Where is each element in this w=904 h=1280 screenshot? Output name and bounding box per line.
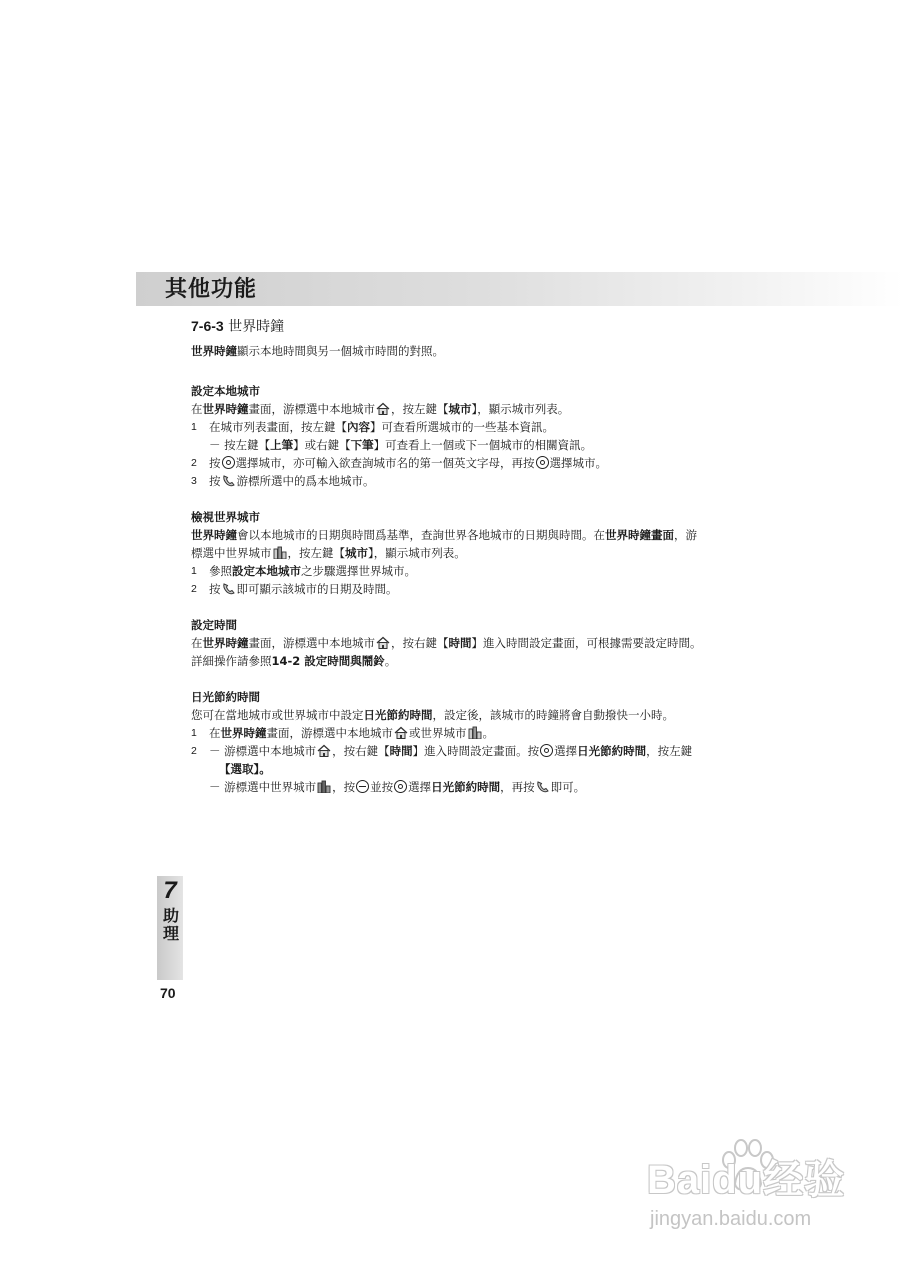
section-heading <box>191 316 284 337</box>
heading-dst: 日光節約時間 <box>191 690 260 704</box>
list-item: 1 在世界時鐘畫面，游標選中本地城市 或世界城市 。 <box>191 726 494 740</box>
world-city-icon <box>468 726 482 739</box>
list-item-continuation: 【選取】。 <box>219 762 271 776</box>
section-title: 世界時鐘 <box>228 319 285 335</box>
list-item: 2 按 選擇城市，亦可輸入欲查詢城市名的第一個英文字母，再按 選擇城市。 <box>191 456 607 470</box>
nav-key-icon <box>536 456 549 469</box>
nav-key-icon <box>540 744 553 757</box>
list-item: － 游標選中世界城市 ，按 並按 選擇日光節約時間，再按 即可。 <box>209 780 586 794</box>
list-item: 1 參照設定本地城市之步驟選擇世界城市。 <box>191 564 416 578</box>
chapter-label-char: 助 <box>162 906 179 925</box>
watermark-brand: Baidu经验 <box>647 1158 846 1202</box>
section-number: 7-6-3 <box>191 318 224 334</box>
list-item: 3 按 游標所選中的爲本地城市。 <box>191 474 375 488</box>
chapter-number: 7 <box>163 877 177 904</box>
world-city-icon <box>317 780 331 793</box>
call-key-icon <box>222 474 236 487</box>
intro-bold: 世界時鐘 <box>191 344 237 358</box>
intro-text: 顯示本地時間與另一個城市時間的對照。 <box>237 344 444 358</box>
list-item: 2 － 游標選中本地城市 ，按右鍵【時間】進入時間設定畫面。按 選擇日光節約時間，按左鍵 <box>191 744 693 758</box>
call-key-icon <box>536 780 550 793</box>
set-time-line1: 在世界時鐘畫面，游標選中本地城市 ，按右鍵【時間】進入時間設定畫面，可根據需要設定時間。 <box>191 636 702 650</box>
view-world-city-line1: 世界時鐘會以本地城市的日期與時間爲基準，查詢世界各地城市的日期與時間。在世界時鐘畫面，游 <box>191 528 697 542</box>
watermark-url: jingyan.baidu.com <box>650 1208 812 1230</box>
world-city-icon <box>273 546 287 559</box>
view-world-city-line2: 標選中世界城市 ，按左鍵【城市】，顯示城市列表。 <box>191 546 466 560</box>
home-city-icon <box>317 744 331 757</box>
set-home-city-intro: 在世界時鐘畫面，游標選中本地城市 ，按左鍵【城市】，顯示城市列表。 <box>191 402 570 416</box>
minus-key-icon <box>356 780 369 793</box>
nav-key-icon <box>222 456 235 469</box>
watermark <box>640 1138 870 1248</box>
document-body <box>191 342 731 796</box>
heading-set-home-city: 設定本地城市 <box>191 384 260 398</box>
set-time-line2: 詳細操作請參照14-2 設定時間與鬧鈴。 <box>191 654 397 668</box>
list-item: － 按左鍵【上筆】或右鍵【下筆】可查看上一個或下一個城市的相關資訊。 <box>209 438 593 452</box>
chapter-label-char: 理 <box>162 924 179 943</box>
page-number: 70 <box>160 985 176 1001</box>
dst-line1: 您可在當地城市或世界城市中設定日光節約時間，設定後，該城市的時鐘將會自動撥快一小時。 <box>191 708 674 722</box>
home-city-icon <box>376 636 390 649</box>
call-key-icon <box>222 582 236 595</box>
home-city-icon <box>376 402 390 415</box>
intro-paragraph <box>191 342 731 360</box>
page-header-title: 其他功能 <box>165 277 258 302</box>
heading-set-time: 設定時間 <box>191 618 237 632</box>
list-item: 2 按 即可顯示該城市的日期及時間。 <box>191 582 398 596</box>
list-item: 1 在城市列表畫面，按左鍵【內容】可查看所選城市的一些基本資訊。 <box>191 420 554 434</box>
nav-key-icon <box>394 780 407 793</box>
heading-view-world-city: 檢視世界城市 <box>191 510 260 524</box>
home-city-icon <box>394 726 408 739</box>
